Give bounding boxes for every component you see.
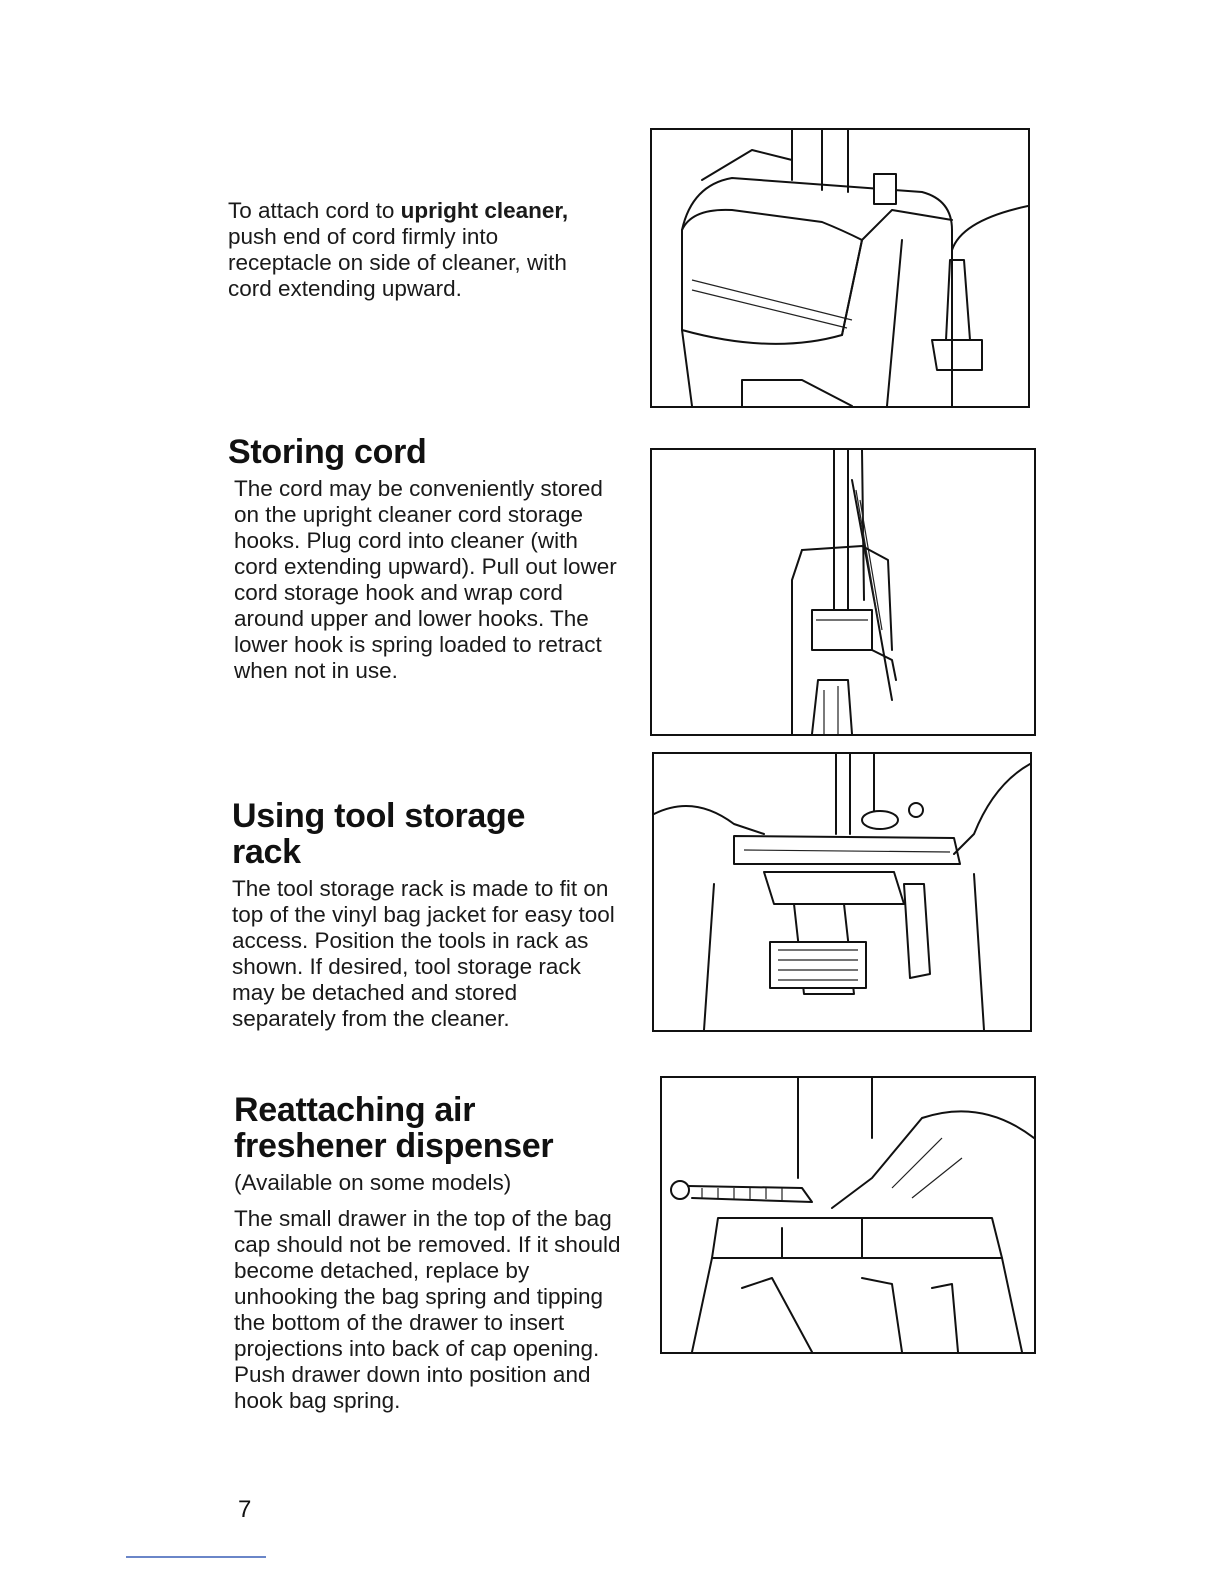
tool-storage-heading: Using tool storage rack	[232, 797, 526, 871]
attach-cord-section	[228, 198, 608, 302]
attach-cord-paragraph	[228, 198, 608, 302]
tool-storage-body: The tool storage rack is made to fit on top of the vinyl bag jacket for easy tool access. Position the tools in rack as shown. If desired, tool storage rack may be detached and stored separately from the cleaner.	[232, 876, 615, 1031]
tool-storage-section	[232, 798, 622, 1032]
tool-rack-illustration	[654, 754, 1030, 1030]
available-models-note: (Available on some models)	[234, 1170, 512, 1195]
air-freshener-heading: Reattaching air freshener dispenser	[234, 1091, 554, 1165]
figure-cord-receptacle	[650, 128, 1030, 408]
air-freshener-section	[234, 1092, 626, 1414]
figure-air-freshener-drawer	[660, 1076, 1036, 1354]
cord-storage-illustration	[652, 450, 1034, 734]
air-freshener-body: The small drawer in the top of the bag cap should not be removed. If it should become detached, replace by unhooking the bag spring and tipping the bottom of the drawer to insert projections into back of cap opening. Push drawer down into position and hook bag spring.	[234, 1206, 621, 1413]
storing-cord-section	[228, 434, 618, 684]
attach-cord-text-start: To attach cord to	[228, 198, 401, 223]
air-freshener-illustration	[662, 1078, 1034, 1352]
figure-cord-storage-hooks	[650, 448, 1036, 736]
cord-receptacle-illustration	[652, 130, 1028, 406]
page-number: 7	[238, 1496, 252, 1523]
footer-rule	[126, 1556, 266, 1558]
attach-cord-text-end: push end of cord firmly into receptacle on side of cleaner, with cord extending upward.	[228, 224, 567, 301]
upright-cleaner-term: upright cleaner,	[400, 198, 569, 223]
storing-cord-heading: Storing cord	[228, 433, 427, 471]
figure-tool-storage-rack	[652, 752, 1032, 1032]
storing-cord-body: The cord may be conveniently stored on the upright cleaner cord storage hooks. Plug cord into cleaner (with cord extending upward). Pull out lower cord storage hook and wrap cord around upper and lower hooks. The lower hook is spring loaded to retract when not in use.	[234, 476, 617, 683]
